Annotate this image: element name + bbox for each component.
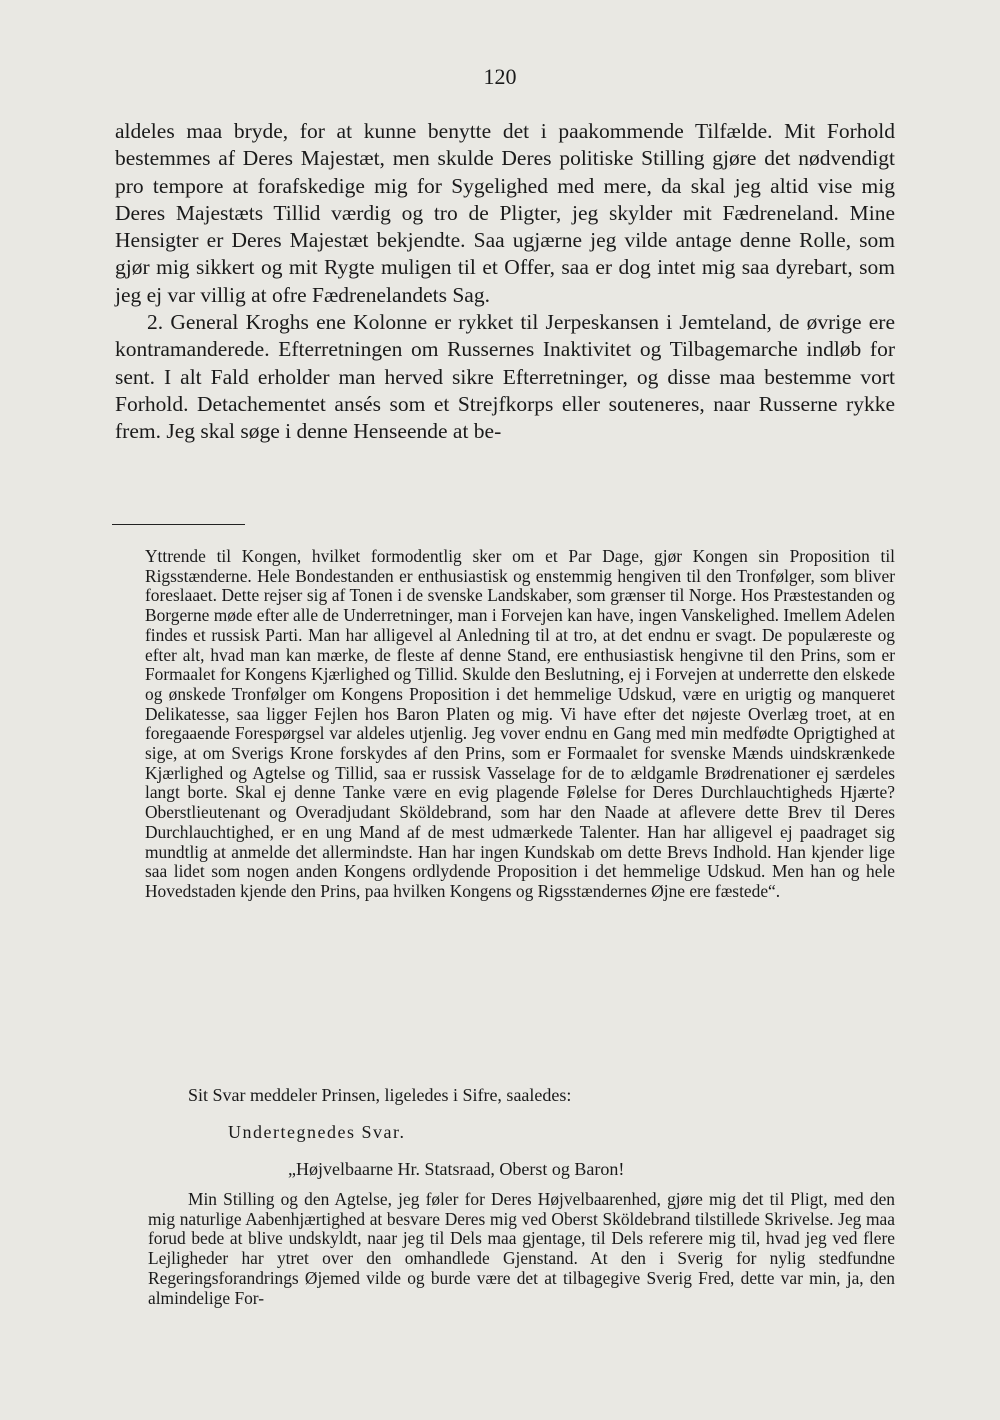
main-paragraph-2: 2. General Kroghs ene Kolonne er rykket til Jerpeskansen i Jemteland, de øvrige ere kontramanderede. Efterretningen om Russernes Inaktivitet og Tilbagemarche indløb for sent. I alt Fald erholder man herved sikre Efterretninger, og disse maa bestemme vort Forhold. Detachementet ansés som et Strejfkorps eller souteneres, naar Russerne rykke frem. Jeg skal søge i denne Henseende at be- (115, 310, 895, 444)
main-paragraph-1: aldeles maa bryde, for at kunne benytte det i paakommende Tilfælde. Mit Forhold bestemmes af Deres Majestæt, men skulde Deres politiske Stilling gjøre det nødvendigt pro tempore at forafskedige mig for Sygelighed med mere, da skal jeg altid vise mig Deres Majestæts Tillid værdig og tro de Pligter, jeg skylder mit Fædreneland. Mine Hensigter er Deres Majestæt bekjendte. Saa ugjærne jeg vilde antage denne Rolle, som gjør mig sikkert og mit Rygte muligen til et Offer, saa er dog intet mig saa dyrebart, som jeg ej var villig at ofre Fædrenelandets Sag. (115, 119, 895, 307)
reply-heading: Undertegnedes Svar. (228, 1122, 406, 1142)
main-text (115, 118, 895, 446)
reply-intro: Sit Svar meddeler Prinsen, ligeledes i Sifre, saaledes: (188, 1085, 572, 1105)
footnote-text: Yttrende til Kongen, hvilket formodentlig sker om et Par Dage, gjør Kongen sin Proposition til Rigsstænderne. Hele Bondestanden er enthusiastisk og enstemmig hengiven til den Tronfølger, som bliver foreslaaet. Dette rejser sig af Tonen i de svenske Landskaber, som grænser til Norge. Hos Præstestanden og Borgerne møde efter alle de Underretninger, man i Forvejen kan have, ingen Vanskelighed. Imellem Adelen findes et russisk Parti. Man har alligevel al Anledning til at tro, at det endnu er svagt. De populæreste og efter alt, hvad man kan mærke, de fleste af denne Stand, ere enthusiastisk hengivne til den Prins, som er Formaalet for Kongens Kjærlighed og Tillid. Skulde den Beslutning, ej i Forvejen at underrette den elskede og ønskede Tronfølger om Kongens Proposition i det hemmelige Udskud, være en urigtig og manqueret Delikatesse, saa ligger Fejlen hos Baron Platen og mig. Vi have efter det nøjeste Overlæg troet, at en foregaaende Forespørgsel var aldeles utjenlig. Jeg vover endnu en Gang med min medfødte Oprigtighed at sige, at om Sverigs Krone forskydes af den Prins, som er Formaalet for svenske Mænds uindskrænkede Kjærlighed og Agtelse og Tillid, saa er russisk Vasselage for de to ældgamle Brødrenationer ej særdeles langt borte. Skal ej denne Tanke være en evig plagende Følelse for Deres Durchlauchtigheds Hjærte? Oberstlieutenant og Overadjudant Sköldebrand, som har den Naade at aflevere dette Brev til Deres Durchlauchtighed, er en ung Mand af de mest udmærkede Talenter. Han har alligevel ej paadraget sig mundtlig at anmelde det allermindste. Han har ingen Kundskab om dette Brevs Indhold. Han kjender lige saa lidet som nogen anden Kongens ordlydende Proposition i det hemmelige Udskud. Men han og hele Hovedstaden kjende den Prins, paa hvilken Kongens og Rigsstændernes Øjne ere fæstede“. (145, 546, 895, 901)
letter-salutation: „Højvelbaarne Hr. Statsraad, Oberst og Baron! (288, 1159, 625, 1179)
footnote-divider (112, 524, 245, 525)
footnote (145, 547, 895, 902)
page-number: 120 (483, 64, 517, 89)
letter-body: Min Stilling og den Agtelse, jeg føler for Deres Højvelbaarenhed, gjøre mig det til Pligt, med den mig naturlige Aabenhjærtighed at besvare Deres mig ved Oberst Sköldebrand tilstillede Skrivelse. Jeg maa forud bede at blive undskyldt, naar jeg til Dels maa gjentage, til Dels referere mig til, hvad jeg ved flere Lejligheder har ytret over den omhandlede Gjenstand. At den i Sverig for nylig stedfundne Regeringsforandrings Øjemed vilde og burde være det at tilbagegive Sverig Fred, dette var min, ja, den almindelige For- (148, 1189, 895, 1308)
